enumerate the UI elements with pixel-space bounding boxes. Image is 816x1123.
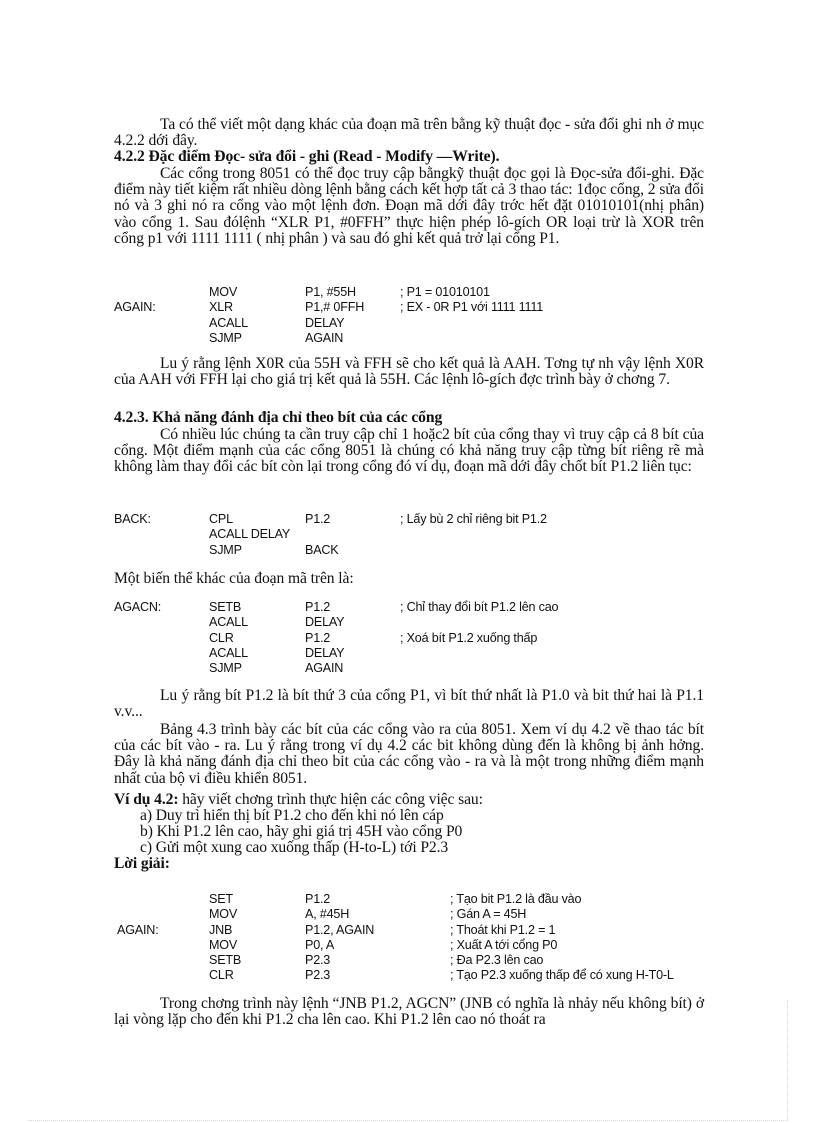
code-line: [0, 300, 816, 315]
code-comment: ; Lấy bù 2 chỉ riêng bit P1.2: [400, 512, 547, 526]
code-line: [0, 631, 816, 646]
code-line: [0, 331, 816, 346]
section-heading-4-2-2: 4.2.2 Đặc điểm Đọc- sửa đổi - ghi (Read - Modify —Write).: [114, 148, 500, 165]
code-op: XLR: [209, 300, 233, 315]
code-line: [0, 907, 816, 922]
code-arg: P1.2, AGAIN: [305, 922, 375, 937]
code-line: [0, 615, 816, 630]
code-comment: ; Tạo P2.3 xuống thấp để có xung H-T0-L: [450, 968, 674, 983]
paragraph-bit-order: Lu ý rằng bít P1.2 là bít thứ 3 của cổng P1, vì bít thứ nhất là P1.0 và bit thứ hai là P1.1 v.v...: [114, 687, 704, 721]
solution-label: Lời giải:: [114, 855, 170, 872]
paragraph-jnb-explanation: Trong chơng trình này lệnh “JNB P1.2, AGCN” (JNB có nghĩa là nhảy nếu không bít) ở lại vòng lặp cho đến khi P1.2 cha lên cao. Khi P1.2 lên cao nó thoát ra: [114, 995, 704, 1029]
code-op: JNB: [209, 922, 233, 937]
code-comment: ; Gán A = 45H: [450, 907, 527, 922]
code-arg: P1,# 0FFH: [305, 300, 365, 315]
code-op: CPL: [209, 512, 233, 526]
code-arg: P2.3: [305, 968, 331, 983]
page-border-right: [787, 1000, 788, 1120]
paragraph-table-4-3: Bảng 4.3 trình bày các bít của các cổng vào ra của 8051. Xem ví dụ 4.2 về thao tác bít của các bít vào - ra. Lu ý rằng trong ví dụ 4.2 các bit không dùng đến là không bị ảnh hởng. Đây là khả năng đánh địa chỉ theo bit của các cổng vào - ra và là một trong những điểm mạnh nhất của bộ vi điều khiển 8051.: [114, 721, 704, 787]
example-4-2-intro: [114, 792, 483, 808]
code-line: [0, 661, 816, 676]
code-comment: ; Xuất A tới cổng P0: [450, 937, 558, 952]
code-block-xlr: [0, 285, 816, 346]
section-heading-4-2-3: 4.2.3. Khả năng đánh địa chỉ theo bít của các cổng: [114, 409, 443, 426]
code-arg: A, #45H: [305, 907, 350, 922]
code-arg: DELAY: [305, 645, 345, 660]
code-op: SJMP: [209, 661, 242, 676]
code-line: [0, 892, 816, 907]
code-line: [0, 646, 816, 661]
code-line: [0, 923, 816, 938]
example-text: hãy viết chơng trình thực hiện các công việc sau:: [178, 791, 483, 808]
example-task-b: b) Khi P1.2 lên cao, hãy ghi giá trị 45H vào cổng P0: [140, 823, 463, 841]
paragraph-bit-addressing: Có nhiều lúc chúng ta cần truy cập chỉ 1 hoặc2 bít của cổng thay vì truy cập cả 8 bít của cổng. Một điểm mạnh của các cổng 8051 là chúng có khả năng truy cập từng bít riêng rẽ mà không làm thay đổi các bít còn lại trong cổng đó ví dụ, đoạn mã dới đây chốt bít P1.2 liên tục:: [114, 426, 704, 476]
paragraph-xor-note: Lu ý rằng lệnh X0R của 55H và FFH sẽ cho kết quả là AAH. Tơng tự nh vậy lệnh X0R của AAH với FFH lại cho giá trị kết quả là 55H. Các lệnh lô-gích đợc trình bày ở chơng 7.: [114, 355, 704, 389]
code-block-cpl: [0, 512, 816, 558]
code-op: MOV: [209, 907, 238, 922]
code-arg: DELAY: [305, 315, 345, 330]
code-label: AGAIN:: [114, 300, 156, 315]
code-arg: P1.2: [305, 892, 331, 906]
paragraph-read-modify-write: Các cổng trong 8051 có thể đọc truy cập bằngkỹ thuật đọc gọi là Đọc-sửa đổi-ghi. Đặc điểm này tiết kiệm rất nhiều dòng lệnh bằng cách kết hợp tất cả 3 thao tác: 1đọc cổng, 2 sửa đổi nó và 3 ghi nó ra cổng vào một lệnh đơn. Đoạn mã dới đây trớc hết đặt 01010101(nhị phân) vào cổng 1. Sau đólệnh “XLR P1, #0FFH” thực hiện phép lô-gích OR loại trừ là XOR trên cổng p1 với 1111 1111 ( nhị phân ) và sau đó ghi kết quả trở lại cổng P1.: [114, 165, 704, 247]
code-line: [0, 938, 816, 953]
code-op: MOV: [209, 285, 238, 299]
code-op: MOV: [209, 937, 238, 952]
code-label: AGAIN:: [117, 922, 159, 937]
code-comment: ; P1 = 01010101: [400, 285, 490, 299]
code-comment: ; Thoát khi P1.2 = 1: [450, 922, 556, 937]
code-line: [0, 316, 816, 331]
code-op: SET: [209, 892, 233, 906]
code-comment: ; EX - 0R P1 với 1111 1111: [400, 300, 544, 315]
code-comment: ; Xoá bít P1.2 xuống thấp: [400, 630, 538, 645]
code-op: ACALL: [209, 645, 248, 660]
code-arg: DELAY: [305, 615, 345, 630]
code-arg: AGAIN: [305, 330, 344, 345]
code-comment: ; Chỉ thay đổi bít P1.2 lên cao: [400, 600, 559, 614]
code-comment: ; Đa P2.3 lên cao: [450, 953, 544, 968]
code-op: SETB: [209, 953, 242, 968]
code-arg: AGAIN: [305, 661, 344, 676]
example-task-list: [140, 808, 462, 857]
code-arg: P1.2: [305, 600, 331, 614]
code-line: [0, 285, 816, 300]
paragraph-intro: Ta có thể viết một dạng khác của đoạn mã trên bằng kỹ thuật đọc - sửa đổi ghi nh ở mục 4.2.2 dới đây.: [114, 116, 704, 150]
code-arg: BACK: [305, 542, 339, 557]
example-task-c: c) Gửi một xung cao xuống thấp (H-to-L) tới P2.3: [140, 839, 449, 857]
code-arg: P2.3: [305, 953, 331, 968]
code-block-jnb: [0, 892, 816, 984]
code-line: [0, 953, 816, 968]
code-line: [0, 968, 816, 983]
code-op: ACALL DELAY: [209, 527, 291, 542]
code-arg: P1, #55H: [305, 285, 356, 299]
code-arg: P1.2: [305, 512, 331, 526]
code-op: CLR: [209, 630, 234, 645]
code-op: SETB: [209, 600, 242, 614]
code-line: [0, 512, 816, 527]
page-border-bottom: [28, 1120, 788, 1121]
code-arg: P1.2: [305, 630, 331, 645]
code-op: ACALL: [209, 315, 248, 330]
code-label: BACK:: [114, 512, 151, 526]
paragraph-variant: Một biến thể khác của đoạn mã trên là:: [114, 570, 354, 587]
code-block-setb: [0, 600, 816, 676]
code-line: [0, 600, 816, 615]
example-label: Ví dụ 4.2:: [114, 791, 179, 808]
example-task-a: a) Duy trì hiển thị bít P1.2 cho đến khi nó lên cáp: [140, 807, 444, 824]
code-op: ACALL: [209, 615, 248, 630]
code-label: AGACN:: [114, 600, 162, 614]
code-line: [0, 527, 816, 542]
code-op: SJMP: [209, 542, 242, 557]
code-comment: ; Tạo bit P1.2 là đầu vào: [450, 892, 582, 906]
code-line: [0, 543, 816, 558]
code-op: CLR: [209, 968, 234, 983]
code-op: SJMP: [209, 330, 242, 345]
code-arg: P0, A: [305, 937, 335, 952]
